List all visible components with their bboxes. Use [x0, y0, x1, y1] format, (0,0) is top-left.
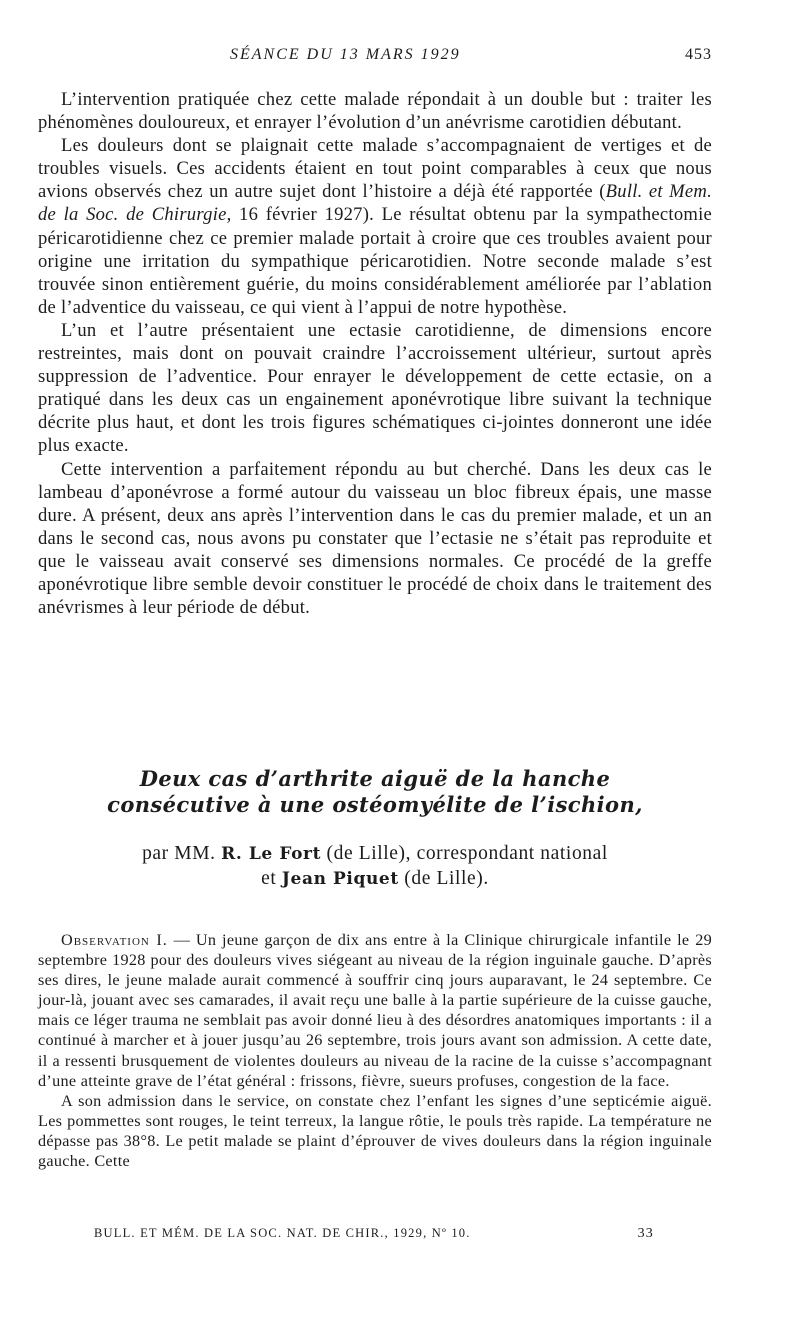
journal-reference: BULL. ET MÉM. DE LA SOC. NAT. DE CHIR., 1929, Nº 10. — [94, 1226, 471, 1240]
author-1: R. Le Fort — [221, 844, 322, 864]
article-title-line-1: Deux cas d’arthrite aiguë de la hanche — [139, 766, 611, 791]
running-title: SÉANCE DU 13 MARS 1929 — [230, 46, 461, 63]
observation-section — [38, 930, 712, 1171]
article-title — [38, 766, 712, 818]
author-2-affiliation: (de Lille). — [404, 867, 489, 889]
observation-paragraph-2: A son admission dans le service, on constate chez l’enfant les signes d’une septicémie aiguë. Les pommettes sont rouges, le teint terreux, la langue rôtie, le pouls très rapide. La température ne dépasse pas 38°8. Le petit malade se plaint d’éprouver de vives douleurs dans la région inguinale gauche. Cette — [38, 1091, 712, 1171]
paragraph-1: L’intervention pratiquée chez cette malade répondait à un double but : traiter les phénomènes douloureux, et enrayer l’évolution d’un anévrisme carotidien débutant. — [38, 89, 712, 134]
paragraph-2-text-a: Les douleurs dont se plaignait cette malade s’accompagnaient de vertiges et de troubles visuels. Ces accidents étaient en tout point comparables à ceux que nous avions observés chez un autre sujet dont l’histoire a déjà été rapportée ( — [38, 135, 712, 203]
page-number: 453 — [685, 46, 712, 63]
paragraph-2 — [38, 134, 712, 319]
paragraph-2-text-b: , 16 février 1927). Le résultat obtenu par la sympathectomie péricarotidienne chez ce premier malade portait à croire que ces troubles avaient pour origine une irritation du sympathique péricarotidien. Notre seconde malade s’est trouvée sinon entièrement guérie, du moins considérablement améliorée par l’ablation de l’adventice du vaisseau, ce qui vient à l’appui de notre hypothèse. — [38, 204, 712, 318]
byline-line-2 — [38, 867, 712, 892]
author-1-affiliation: (de Lille), correspondant national — [326, 843, 608, 864]
observation-paragraph-1 — [38, 930, 712, 1091]
paragraph-4: Cette intervention a parfaitement répondu au but cherché. Dans les deux cas le lambeau d’aponévrose a formé autour du vaisseau un bloc fibreux épais, une masse dure. A présent, deux ans après l’intervention dans le cas du premier malade, et un an dans le second cas, nous avons pu constater que l’ectasie ne s’était pas reproduite et que le vaisseau avait conservé ses dimensions normales. Ce procédé de la greffe aponévrotique libre semble devoir constituer le procédé de choix dans le traitement des anévrismes à leur période de début. — [38, 458, 712, 619]
observation-text-1: Un jeune garçon de dix ans entre à la Clinique chirurgicale infantile le 29 septembre 1928 pour des douleurs vives siégeant au niveau de la région inguinale gauche. D’après ses dires, le jeune malade aurait commencé à souffrir cinq jours auparavant, le 24 septembre. Ce jour-là, jouant avec ses camarades, il avait reçu une balle à la partie supérieure de la cuisse gauche, mais ce léger trauma ne semblait pas avoir donné lieu à des désordres anatomiques importants : il a continué à marcher et à jouer jusqu’au 26 septembre, trois jours avant son admission. A cette date, il a ressenti brusquement de violentes douleurs au niveau de la racine de la cuisse s’accompagnant d’une atteinte grave de l’état général : frissons, fièvre, sueurs profuses, congestion de la face. — [38, 931, 712, 1090]
observation-label: Observation I. — [61, 931, 168, 949]
page-header — [38, 46, 712, 70]
byline-prefix: par MM. — [142, 843, 216, 864]
observation-dash: — — [167, 931, 196, 949]
body-text — [38, 88, 712, 619]
byline — [38, 842, 712, 891]
author-2: Jean Piquet — [281, 868, 399, 889]
page-footer — [94, 1226, 654, 1246]
reference-citation: Bull. et Mem. de la Soc. de Chirurgie — [38, 181, 712, 226]
document-page — [38, 0, 712, 1331]
byline-line-1 — [38, 842, 712, 867]
paragraph-3: L’un et l’autre présentaient une ectasie carotidienne, de dimensions encore restreintes, mais dont on pouvait craindre l’accroissement ultérieur, surtout après suppression de l’adventice. Pour enrayer le développement de cette ectasie, on a pratiqué dans les deux cas un engainement aponévrotique libre suivant la technique décrite plus haut, et dont les trois figures schématiques ci-jointes donneront une idée plus exacte. — [38, 319, 712, 457]
byline-and: et — [261, 867, 277, 889]
signature-number: 33 — [637, 1226, 654, 1241]
article-title-line-2: consécutive à une ostéomyélite de l’ischion, — [107, 792, 643, 817]
